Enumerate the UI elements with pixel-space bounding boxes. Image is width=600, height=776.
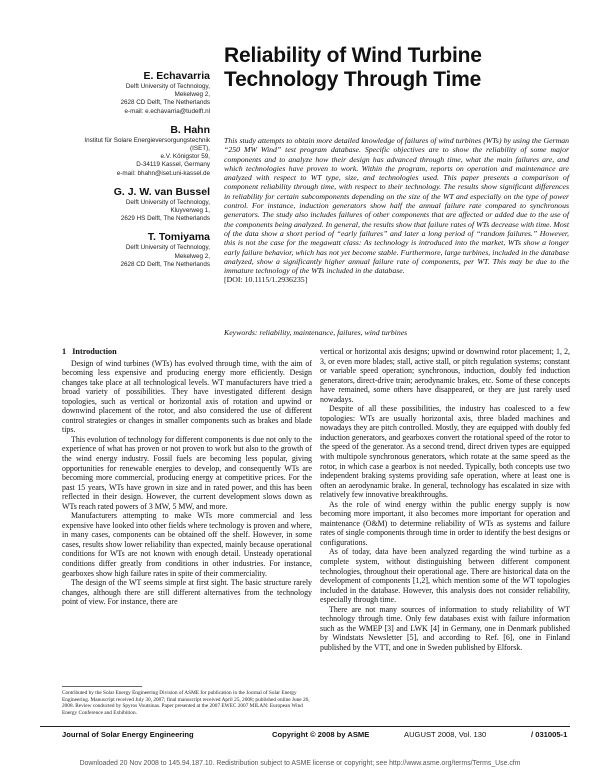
affiliation-line: Institut für Solare Energieversorgungstechnik	[84, 136, 210, 144]
section-number: 1	[62, 347, 67, 356]
download-notice: Downloaded 20 Nov 2008 to 145.94.187.10. Redistribution subject to ASME license or copyright; see http://www.asme.org/terms/Terms_Use.cfm	[79, 760, 521, 767]
author-email: e-mail: e.echavarria@tudelft.nl	[124, 107, 210, 115]
affiliation-line: Delft University of Technology,	[125, 244, 210, 252]
paragraph: Design of wind turbines (WTs) has evolved through time, with the aim of becoming less expensive and producing energy more efficiently. Design changes take place at all technological levels. WT manufacturers have tried a broad variety of possibilities. They have investigated different design topologies, such as vertical or horizontal axis of rotation and upwind or downwind placement of the rotor, and also considered the use of different control strategies or changes in smaller components such as brakes and blade tips.	[62, 358, 312, 435]
author-name: B. Hahn	[170, 123, 210, 136]
affiliation-line: Mekelweg 2,	[174, 252, 210, 260]
author	[40, 70, 210, 116]
paper-title: Reliability of Wind Turbine Technology Through Time	[224, 44, 482, 91]
author-email: e-mail: bhahn@iset.uni-kassel.de	[116, 169, 210, 177]
affiliation-line: e.V. Königstor 59,	[160, 153, 210, 161]
author-block	[40, 70, 210, 277]
author	[40, 231, 210, 269]
footnote: Contributed by the Solar Energy Engineering Division of ASME for publication in the Journal of Solar Energy Engineering. Manuscript received July 30, 2007; final manuscript received April 25, 2008; published online June 26, 2008. Review conducted by Spyros Voutsinas. Paper presented at the 2007 EWEC 2007 MILAN: European Wind Energy Conference and Exhibition.	[62, 690, 310, 716]
affiliation-line: 2628 CD Delft, The Netherlands	[120, 260, 210, 268]
footer-page-number: / 031005-1	[531, 730, 568, 739]
footer-issue: AUGUST 2008, Vol. 130	[404, 730, 487, 739]
paragraph: This evolution of technology for different components is due not only to the experience of what has proven or not proven to work but also to the growth of the wind energy industry. Fossil fuels are becoming less popular, giving opportunities for renewable energies to develop, and consequently WTs are becoming more commercial, producing energy at competitive prices. For the past 15 years, WTs have grown in size and in rated power, and this has been reflected in their design. However, the current development slows down as WTs reach rated powers of 3 MW, 5 MW, and more.	[62, 434, 312, 511]
footer-journal: Journal of Solar Energy Engineering	[62, 730, 194, 739]
paragraph: There are not many sources of information to study reliability of WT technology through time. Only few databases exist with failure information such as the WMEP [3] and LWK [4] in Germany, one in Denmark published by Windstats Newsletter [5], and according to Ref. [6], one in Finland published by the VTT, and one in Sweden published by Elforsk.	[320, 604, 570, 652]
affiliation-line: Kluyverweg 1,	[170, 207, 210, 215]
abstract	[224, 136, 569, 285]
paragraph: As of today, data have been analyzed regarding the wind turbine as a complete system, without distinguishing between different component technologies, throughout their operational age. There are historical data on the development of components [1,2], which mention some of the WT topologies included in the database. However, this analysis does not consider reliability, especially through time.	[320, 547, 570, 605]
affiliation-line: Delft University of Technology,	[125, 198, 210, 206]
keywords: Keywords: reliability, maintenance, failures, wind turbines	[224, 328, 408, 337]
affiliation-line: D-34119 Kassel, Germany	[136, 161, 210, 169]
affiliation-line: (ISET),	[190, 145, 210, 153]
footer-divider	[40, 726, 570, 727]
affiliation-line: 2628 CD Delft, The Netherlands	[120, 99, 210, 107]
section-heading	[62, 347, 312, 357]
paragraph: Despite of all these possibilities, the industry has coalesced to a few topologies: WTs are usually horizontal axis, three bladed machines and nowadays they are pitch controlled. Mostly, they are equipped with doubly fed induction generators, and gearboxes convert the rotational speed of the rotor to the speed of the generator. As a second trend, direct driven types are equipped with multipole synchronous generators, which rotate at the same speed as the rotor, in which case a gearbox is not needed. Typically, both concepts use two independent braking systems providing safe operation, where at least one is often an aerodynamic brake. In general, technology has escalated in size with relatively few innovative breakthroughs.	[320, 404, 570, 500]
doi: [DOI: 10.1115/1.2936235]	[224, 275, 308, 285]
affiliation-line: Delft University of Technology,	[125, 83, 210, 90]
paragraph: The design of the WT seems simple at first sight. The basic structure rarely changes, although there are still different alternatives from the technology point of view. For instance, there are	[62, 578, 312, 607]
body-column-right	[320, 347, 570, 653]
footer-copyright: Copyright © 2008 by ASME	[272, 730, 370, 739]
footnote-divider	[62, 686, 142, 687]
abstract-text: This study attempts to obtain more detailed knowledge of failures of wind turbines (WTs) by using the German “250 MW Wind” test program database. Specific objectives are to show the reliability of some major components and to analyze how their design has advanced through time, what the main failures are, and which technologies have proven to work. Within the program, reports on operation and maintenance are analyzed with respect to WT type, size, and technologies used. This paper presents a comparison of component reliability through time, with respect to their technology. The results show significant differences in reliability for certain subcomponents depending on the size of the WT and especially on the type of power control. For instance, induction generators show half the annual failure rate compared to synchronous generators. The study also includes failures of other components that are affected or added due to the use of the components being analyzed. In general, the results show that failure rates of WTs decrease with time. Most of the data show a short period of “early failures” and later a long period of “random failures.” However, this is not the case for the megawatt class: As technology is introduced into the market, WTs show a longer early failure behavior, which has not yet become stable. Furthermore, large turbines, included in the database analyzed, show a significantly higher annual failure rate of components, per WT. This may be due to the immature technology of the WTs included in the database.	[224, 136, 569, 276]
author	[40, 186, 210, 224]
paragraph: As the role of wind energy within the public energy supply is now becoming more important, it also becomes more important for operation and maintenance (O&M) to determine reliability of WTs as systems and failure rates of single components through time in order to identify the best designs or configurations.	[320, 499, 570, 547]
body-column-left	[62, 347, 312, 607]
paragraph: Manufacturers attempting to make WTs more commercial and less expensive have looked into other fields where technology is proven and where, in many cases, components can be obtained off the shelf. However, in some cases, results show lower reliability than expected, mainly because operational conditions for WTs are not known with enough detail. Unsteady operational conditions differ greatly from conditions in other industries. For instance, gearboxes show high failure rates in spite of their commerciality.	[62, 511, 312, 578]
author-name: E. Echavarria	[143, 70, 210, 82]
author-name: T. Tomiyama	[147, 231, 210, 244]
section-title: Introduction	[72, 347, 117, 356]
author	[40, 124, 210, 178]
paragraph: vertical or horizontal axis designs; upwind or downwind rotor placement; 1, 2, 3, or even more blades; stall, active stall, or pitch regulation systems; constant or variable speed operation; synchronous, induction, doubly fed induction generators, direct-drive train; aerodynamic brakes, etc. Some of these concepts have remained, some others have disappeared, or they are just rarely used nowadays.	[320, 347, 570, 404]
affiliation-line: 2629 HS Delft, The Netherlands	[120, 215, 210, 223]
author-name: G. J. W. van Bussel	[113, 185, 210, 198]
affiliation-line: Mekelweg 2,	[174, 91, 210, 99]
